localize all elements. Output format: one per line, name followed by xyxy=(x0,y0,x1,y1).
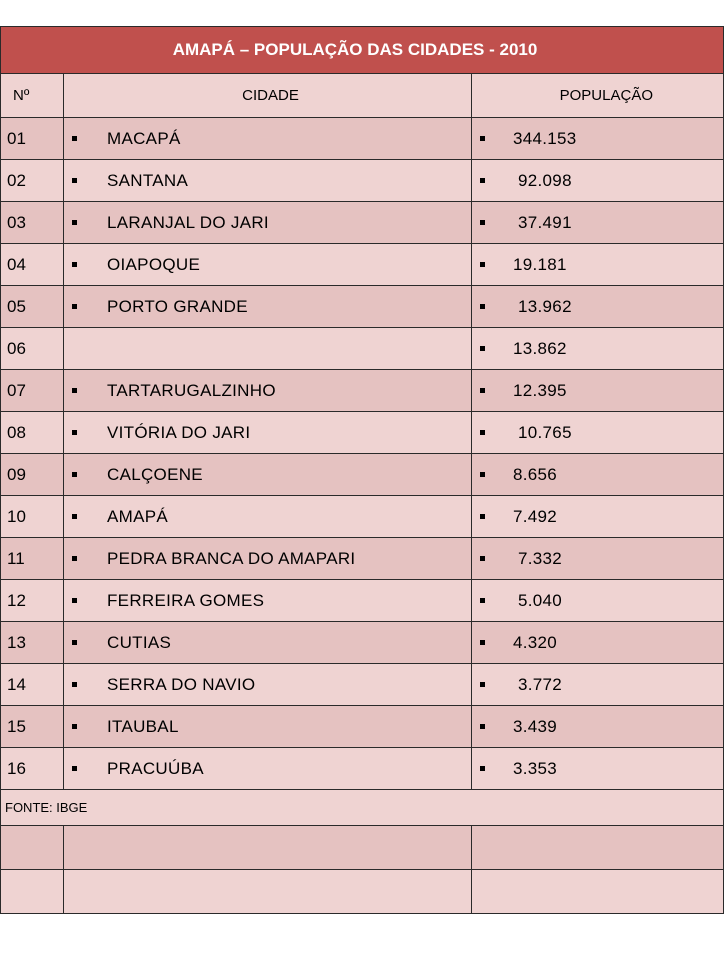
empty-cell xyxy=(472,826,723,869)
empty-cell xyxy=(1,826,64,869)
row-number: 16 xyxy=(1,748,64,789)
row-population xyxy=(472,286,723,327)
table-row xyxy=(1,622,723,664)
bullet-icon xyxy=(480,598,485,603)
empty-cell xyxy=(64,870,472,913)
bullet-icon xyxy=(72,640,77,645)
row-city xyxy=(64,496,472,537)
table-row xyxy=(1,496,723,538)
bullet-icon xyxy=(72,262,77,267)
bullet-icon xyxy=(480,766,485,771)
row-population xyxy=(472,538,723,579)
row-number: 12 xyxy=(1,580,64,621)
table-row xyxy=(1,286,723,328)
row-population xyxy=(472,664,723,705)
bullet-icon xyxy=(72,472,77,477)
population-value: 8.656 xyxy=(513,464,558,484)
table-body xyxy=(1,118,723,790)
header-num: Nº xyxy=(1,74,64,117)
row-city xyxy=(64,286,472,327)
row-population xyxy=(472,160,723,201)
city-name: MACAPÁ xyxy=(107,128,181,148)
empty-row xyxy=(1,870,723,914)
row-population xyxy=(472,244,723,285)
population-value: 3.772 xyxy=(513,674,563,694)
city-name: OIAPOQUE xyxy=(107,254,201,274)
row-city xyxy=(64,748,472,789)
row-number: 09 xyxy=(1,454,64,495)
population-value: 13.862 xyxy=(513,338,567,358)
bullet-icon xyxy=(480,472,485,477)
row-number: 08 xyxy=(1,412,64,453)
city-name: CUTIAS xyxy=(107,632,172,652)
bullet-icon xyxy=(72,220,77,225)
population-value: 5.040 xyxy=(513,590,563,610)
row-city xyxy=(64,538,472,579)
row-population xyxy=(472,370,723,411)
table-row xyxy=(1,748,723,790)
table-row xyxy=(1,118,723,160)
table-row xyxy=(1,706,723,748)
bullet-icon xyxy=(480,136,485,141)
bullet-icon xyxy=(72,136,77,141)
row-city xyxy=(64,202,472,243)
empty-cell xyxy=(64,826,472,869)
population-value: 3.439 xyxy=(513,716,558,736)
row-population xyxy=(472,328,723,369)
table-row xyxy=(1,454,723,496)
row-population xyxy=(472,412,723,453)
row-population xyxy=(472,748,723,789)
bullet-icon xyxy=(72,304,77,309)
table-row xyxy=(1,412,723,454)
city-name: PRACUÚBA xyxy=(107,758,204,778)
bullet-icon xyxy=(480,346,485,351)
header-population: POPULAÇÃO xyxy=(559,87,653,104)
table-row xyxy=(1,244,723,286)
population-table xyxy=(0,26,724,914)
bullet-icon xyxy=(72,514,77,519)
bullet-icon xyxy=(480,220,485,225)
row-city xyxy=(64,664,472,705)
table-row xyxy=(1,328,723,370)
population-value: 4.320 xyxy=(513,632,558,652)
city-name: VITÓRIA DO JARI xyxy=(107,422,251,442)
row-city xyxy=(64,706,472,747)
population-value: 19.181 xyxy=(513,254,567,274)
population-value: 3.353 xyxy=(513,758,558,778)
table-row xyxy=(1,664,723,706)
city-name: ITAUBAL xyxy=(107,716,179,736)
table-row xyxy=(1,370,723,412)
row-city xyxy=(64,370,472,411)
row-number: 06 xyxy=(1,328,64,369)
row-population xyxy=(472,622,723,663)
bullet-icon xyxy=(72,430,77,435)
bullet-icon xyxy=(480,178,485,183)
table-row xyxy=(1,580,723,622)
city-name: AMAPÁ xyxy=(107,506,169,526)
population-value: 13.962 xyxy=(513,296,572,316)
bullet-icon xyxy=(72,682,77,687)
bullet-icon xyxy=(480,388,485,393)
population-value: 12.395 xyxy=(513,380,567,400)
row-population xyxy=(472,202,723,243)
row-population xyxy=(472,706,723,747)
bullet-icon xyxy=(480,682,485,687)
row-city xyxy=(64,580,472,621)
population-value: 7.332 xyxy=(513,548,563,568)
row-number: 01 xyxy=(1,118,64,159)
bullet-icon xyxy=(480,556,485,561)
population-value: 344.153 xyxy=(513,128,577,148)
population-value: 10.765 xyxy=(513,422,572,442)
row-number: 05 xyxy=(1,286,64,327)
row-city xyxy=(64,622,472,663)
bullet-icon xyxy=(72,556,77,561)
city-name: SERRA DO NAVIO xyxy=(107,674,256,694)
bullet-icon xyxy=(72,388,77,393)
row-number: 11 xyxy=(1,538,64,579)
row-city xyxy=(64,244,472,285)
population-value: 7.492 xyxy=(513,506,558,526)
table-row xyxy=(1,160,723,202)
row-number: 10 xyxy=(1,496,64,537)
row-number: 07 xyxy=(1,370,64,411)
bullet-icon xyxy=(480,430,485,435)
row-number: 13 xyxy=(1,622,64,663)
empty-cell xyxy=(1,870,64,913)
bullet-icon xyxy=(72,598,77,603)
table-title: AMAPÁ – POPULAÇÃO DAS CIDADES - 2010 xyxy=(1,26,723,74)
bullet-icon xyxy=(480,514,485,519)
table-header-row xyxy=(1,74,723,118)
row-population xyxy=(472,118,723,159)
empty-row xyxy=(1,826,723,870)
table-row xyxy=(1,202,723,244)
row-city xyxy=(64,328,472,369)
bullet-icon xyxy=(72,766,77,771)
row-city xyxy=(64,412,472,453)
row-number: 03 xyxy=(1,202,64,243)
bullet-icon xyxy=(480,304,485,309)
row-city xyxy=(64,160,472,201)
city-name: LARANJAL DO JARI xyxy=(107,212,269,232)
row-city xyxy=(64,454,472,495)
row-population xyxy=(472,496,723,537)
bullet-icon xyxy=(72,724,77,729)
city-name: PORTO GRANDE xyxy=(107,296,248,316)
bullet-icon xyxy=(480,724,485,729)
population-value: 92.098 xyxy=(513,170,572,190)
row-population xyxy=(472,454,723,495)
row-city xyxy=(64,118,472,159)
bullet-icon xyxy=(480,640,485,645)
city-name: PEDRA BRANCA DO AMAPARI xyxy=(107,548,356,568)
city-name: FERREIRA GOMES xyxy=(107,590,265,610)
population-value: 37.491 xyxy=(513,212,572,232)
city-name: SANTANA xyxy=(107,170,189,190)
row-population xyxy=(472,580,723,621)
table-row xyxy=(1,538,723,580)
city-name: CALÇOENE xyxy=(107,464,203,484)
row-number: 04 xyxy=(1,244,64,285)
city-name: TARTARUGALZINHO xyxy=(107,380,276,400)
row-number: 14 xyxy=(1,664,64,705)
empty-cell xyxy=(472,870,723,913)
row-number: 02 xyxy=(1,160,64,201)
source-note: FONTE: IBGE xyxy=(1,790,723,826)
header-city: CIDADE xyxy=(64,74,472,117)
row-number: 15 xyxy=(1,706,64,747)
bullet-icon xyxy=(480,262,485,267)
bullet-icon xyxy=(72,178,77,183)
